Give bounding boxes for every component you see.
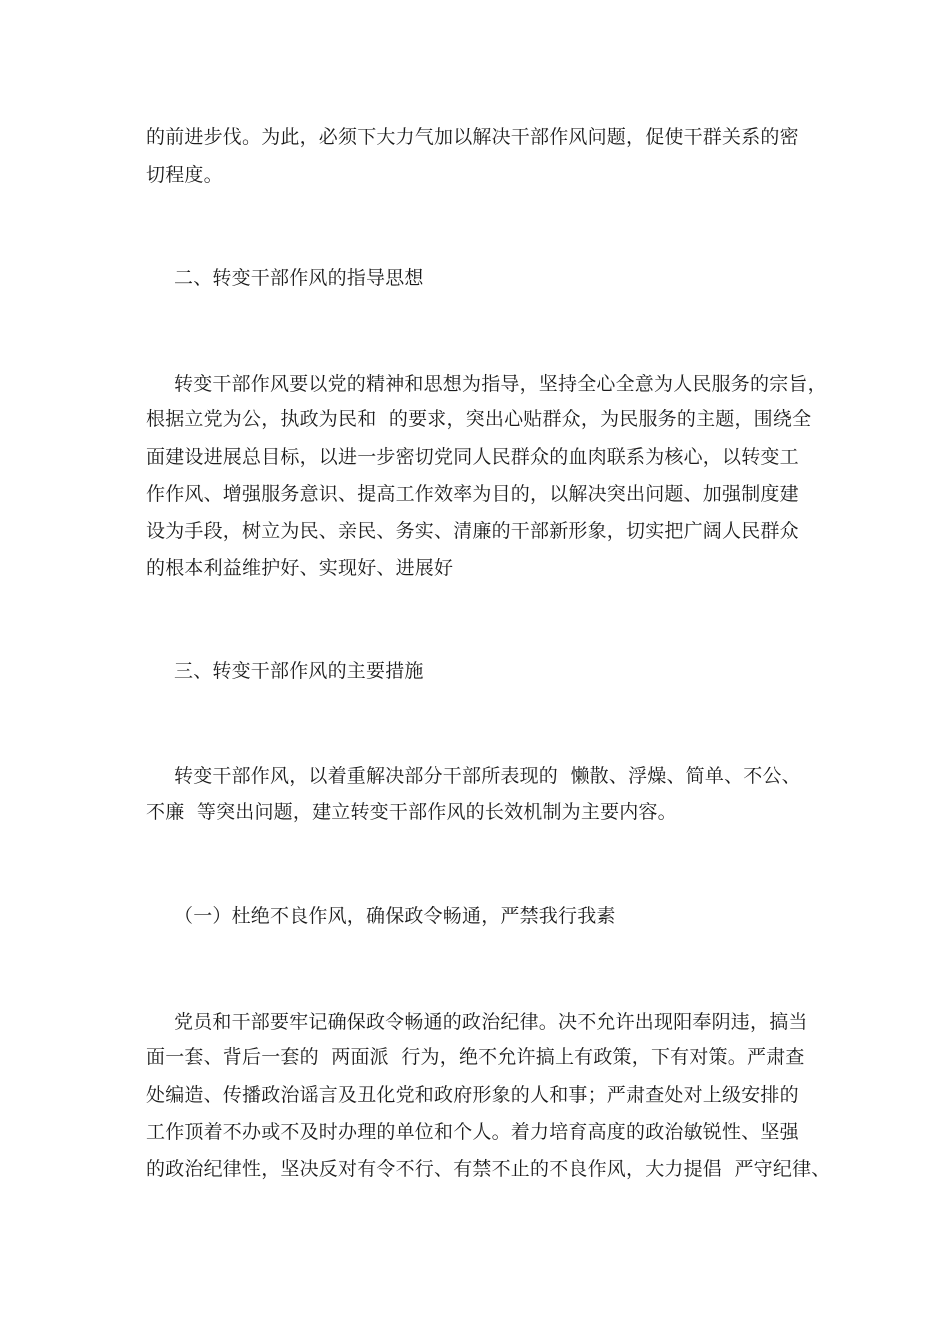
section2-line-4: 作作风、增强服务意识、提高工作效率为目的，以解决突出问题、加强制度建	[146, 483, 799, 505]
section2-line-6: 的根本利益维护好、实现好、进展好	[146, 557, 454, 579]
intro-line-2: 切程度。	[146, 164, 223, 186]
section2-heading: 二、转变干部作风的指导思想	[174, 267, 424, 289]
section2-line-3: 面建设进展总目标，以进一步密切党同人民群众的血肉联系为核心，以转变工	[146, 446, 799, 468]
section3-heading: 三、转变干部作风的主要措施	[174, 660, 424, 682]
section2-line-2: 根据立党为公，执政为民和 的要求，突出心贴群众，为民服务的主题，围绕全	[146, 408, 812, 430]
subsection1-line-4: 工作顶着不办或不及时办理的单位和个人。着力培育高度的政治敏锐性、坚强	[146, 1121, 799, 1143]
subsection1-line-5: 的政治纪律性，坚决反对有令不行、有禁不止的不良作风，大力提倡 严守纪律、	[146, 1158, 831, 1180]
section2-line-1: 转变干部作风要以党的精神和思想为指导，坚持全心全意为人民服务的宗旨，	[174, 373, 827, 395]
subsection1-line-3: 处编造、传播政治谣言及丑化党和政府形象的人和事；严肃查处对上级安排的	[146, 1084, 799, 1106]
subsection1-heading: （一）杜绝不良作风，确保政令畅通，严禁我行我素	[174, 905, 616, 927]
section2-line-5: 设为手段，树立为民、亲民、务实、清廉的干部新形象，切实把广阔人民群众	[146, 520, 799, 542]
subsection1-line-2: 面一套、背后一套的 两面派 行为，绝不允许搞上有政策，下有对策。严肃查	[146, 1046, 805, 1068]
subsection1-line-1: 党员和干部要牢记确保政令畅通的政治纪律。决不允许出现阳奉阴违，搞当	[174, 1011, 808, 1033]
section3-line-1: 转变干部作风，以着重解决部分干部所表现的 懒散、浮燥、简单、不公、	[174, 765, 801, 787]
intro-line-1: 的前进步伐。为此，必须下大力气加以解决干部作风问题，促使干群关系的密	[146, 126, 799, 148]
section3-line-2: 不廉 等突出问题，建立转变干部作风的长效机制为主要内容。	[146, 801, 677, 823]
